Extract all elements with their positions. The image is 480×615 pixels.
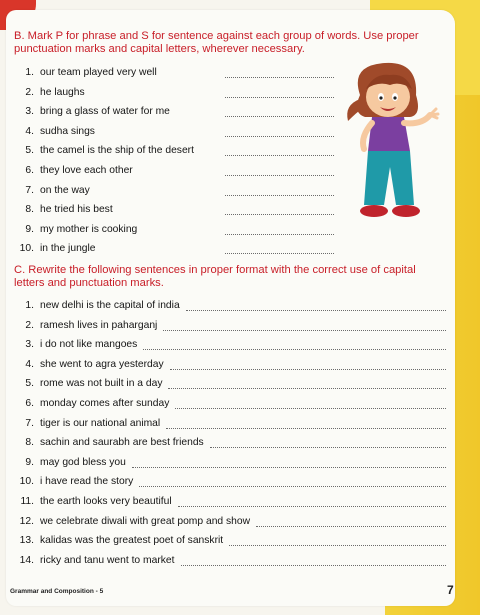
item-text: sudha sings xyxy=(40,125,95,137)
item-number: 2. xyxy=(25,319,34,331)
answer-line[interactable] xyxy=(186,310,446,311)
list-item xyxy=(14,82,85,98)
list-item xyxy=(14,511,250,527)
item-number: 8. xyxy=(25,204,34,216)
item-number: 5. xyxy=(25,378,34,390)
item-text: she went to agra yesterday xyxy=(40,358,164,370)
item-number: 7. xyxy=(25,184,34,196)
item-number: 6. xyxy=(25,398,34,409)
item-number: 4. xyxy=(25,125,34,137)
item-number: 10. xyxy=(19,243,34,255)
answer-line[interactable] xyxy=(225,234,334,235)
item-number: 4. xyxy=(25,358,34,370)
item-text: on the way xyxy=(40,184,90,196)
item-text: kalidas was the greatest poet of sanskrit xyxy=(40,535,224,547)
list-item xyxy=(14,180,90,196)
item-text: may god bless you xyxy=(40,456,126,468)
item-text: rome was not built in a day xyxy=(40,378,163,390)
item-text: bring a glass of water for me xyxy=(40,106,170,118)
item-text: in the jungle xyxy=(40,243,96,255)
item-number: 7. xyxy=(25,417,34,429)
item-text: we celebrate diwali with great pomp and show xyxy=(40,515,251,527)
page-number: 7 xyxy=(447,583,454,597)
item-text: they love each other xyxy=(40,165,133,176)
answer-line[interactable] xyxy=(143,349,446,350)
answer-line[interactable] xyxy=(225,175,334,176)
item-number: 5. xyxy=(25,145,34,157)
item-text: ramesh lives in paharganj xyxy=(40,319,158,331)
item-number: 6. xyxy=(25,165,34,176)
list-item xyxy=(14,199,113,215)
item-number: 13. xyxy=(19,535,34,547)
section-b-heading: B. Mark P for phrase and S for sentence against each group of words. Use proper punctuation marks and capital letters, wherever necessary. xyxy=(14,30,419,55)
list-item xyxy=(14,121,95,137)
list-item xyxy=(14,452,126,468)
answer-line[interactable] xyxy=(163,330,446,331)
answer-line[interactable] xyxy=(225,116,334,117)
item-number: 2. xyxy=(25,86,34,98)
list-item xyxy=(14,491,172,507)
list-item xyxy=(14,354,164,370)
item-text: my mother is cooking xyxy=(40,223,138,235)
item-text: new delhi is the capital of india xyxy=(40,300,180,311)
item-number: 14. xyxy=(19,554,34,566)
item-number: 11. xyxy=(20,496,34,507)
item-text: sachin and saurabh are best friends xyxy=(40,437,204,449)
answer-line[interactable] xyxy=(181,565,446,566)
footer-book-title: Grammar and Composition - 5 xyxy=(10,588,104,595)
list-item xyxy=(14,393,169,409)
answer-line[interactable] xyxy=(225,195,334,196)
item-text: he tried his best xyxy=(40,204,113,216)
list-item xyxy=(14,413,160,429)
list-item xyxy=(14,295,180,311)
item-number: 10. xyxy=(19,476,34,488)
list-item xyxy=(14,315,157,331)
item-number: 9. xyxy=(25,456,34,468)
item-text: the earth looks very beautiful xyxy=(40,496,172,507)
item-text: monday comes after sunday xyxy=(40,398,170,409)
answer-line[interactable] xyxy=(256,526,446,527)
item-number: 3. xyxy=(25,339,34,351)
list-item xyxy=(14,334,137,350)
list-item xyxy=(14,530,223,546)
item-text: i have read the story xyxy=(40,476,134,488)
item-number: 1. xyxy=(25,300,34,311)
item-text: tiger is our national animal xyxy=(40,417,161,429)
answer-line[interactable] xyxy=(225,253,334,254)
item-text: the camel is the ship of the desert xyxy=(40,145,194,157)
answer-line[interactable] xyxy=(178,506,446,507)
item-text: i do not like mangoes xyxy=(40,339,138,351)
answer-line[interactable] xyxy=(139,486,446,487)
list-item xyxy=(14,62,157,78)
answer-line[interactable] xyxy=(175,408,446,409)
list-item xyxy=(14,432,204,448)
answer-line[interactable] xyxy=(170,369,446,370)
answer-line[interactable] xyxy=(225,214,334,215)
item-number: 3. xyxy=(25,106,34,118)
item-text: ricky and tanu went to market xyxy=(40,554,175,566)
item-number: 12. xyxy=(19,515,34,527)
answer-line[interactable] xyxy=(225,155,334,156)
answer-line[interactable] xyxy=(225,77,334,78)
answer-line[interactable] xyxy=(225,136,334,137)
list-item xyxy=(14,238,96,254)
list-item xyxy=(14,373,162,389)
item-text: he laughs xyxy=(40,86,85,98)
list-item xyxy=(14,101,170,117)
item-number: 8. xyxy=(25,437,34,449)
list-item xyxy=(14,471,133,487)
list-item xyxy=(14,219,137,235)
list-item xyxy=(14,550,175,566)
answer-line[interactable] xyxy=(229,545,446,546)
answer-line[interactable] xyxy=(210,447,446,448)
answer-line[interactable] xyxy=(166,428,446,429)
section-c-heading: C. Rewrite the following sentences in proper format with the correct use of capital letters and punctuation marks. xyxy=(14,264,416,289)
answer-line[interactable] xyxy=(225,97,334,98)
cartoon-girl-illustration xyxy=(330,55,450,235)
item-number: 1. xyxy=(25,67,34,78)
answer-line[interactable] xyxy=(132,467,446,468)
answer-line[interactable] xyxy=(168,388,446,389)
list-item xyxy=(14,160,133,176)
item-text: our team played very well xyxy=(40,67,157,78)
item-number: 9. xyxy=(25,223,34,235)
list-item xyxy=(14,140,194,156)
